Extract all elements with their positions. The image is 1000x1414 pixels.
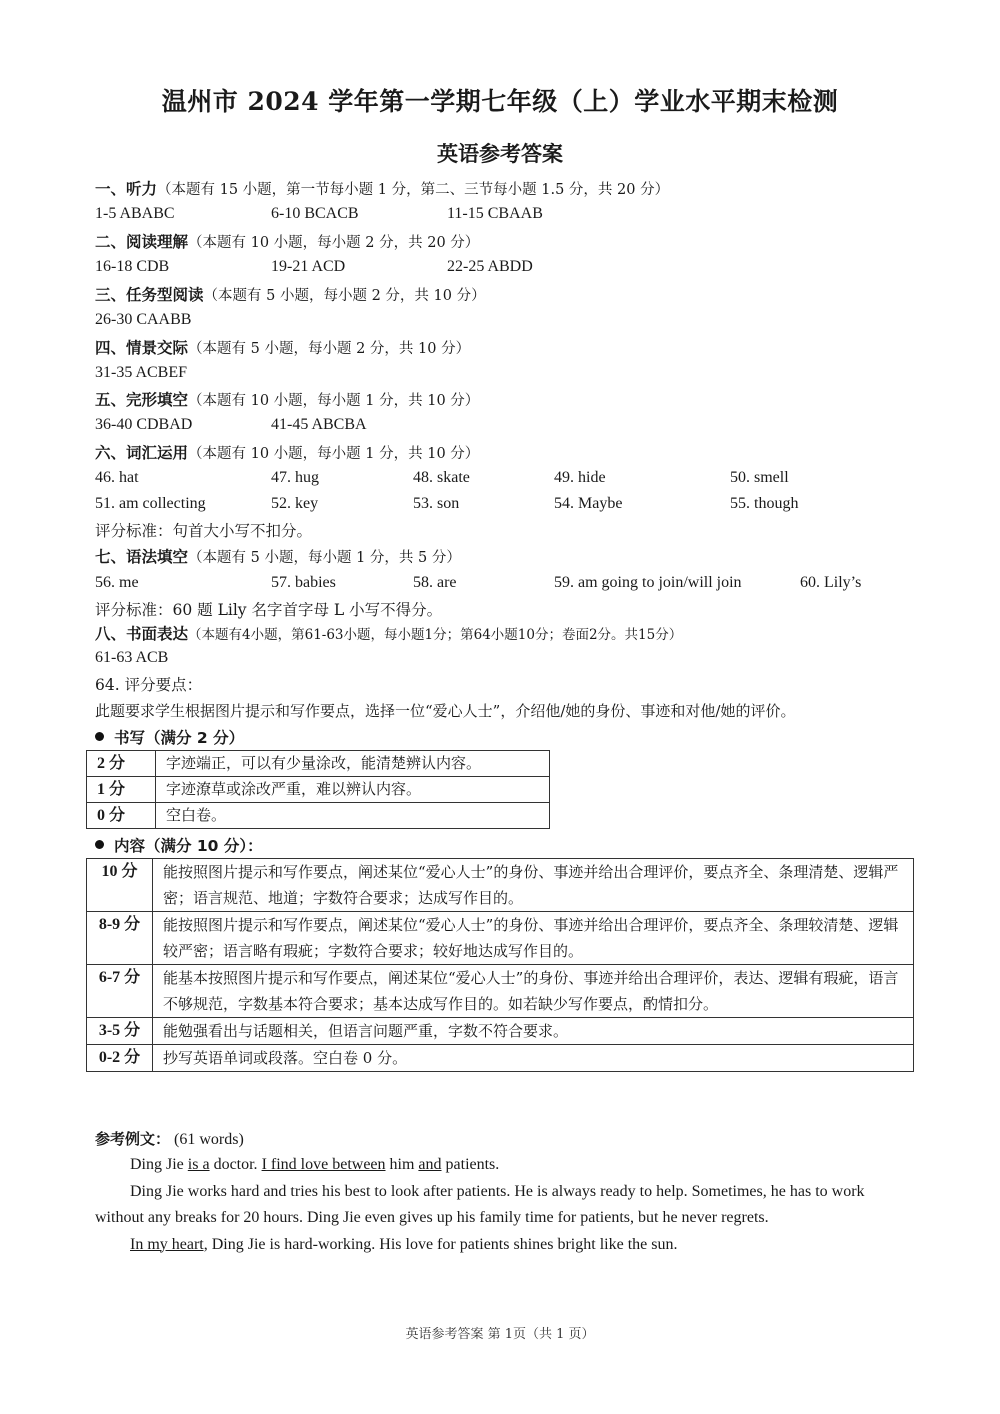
q64-label: 64. 评分要点：: [95, 676, 203, 694]
sample-essay-body: [95, 1152, 915, 1258]
section-note: （本题有 5 小题，每小题 2 分，共 10 分）: [188, 341, 471, 357]
table-row: [87, 859, 914, 912]
section-heading-writing: [95, 623, 682, 646]
answer-item: 58. are: [413, 574, 457, 591]
underlined-text: I find love between: [261, 1156, 386, 1173]
answer-group: 1-5 ABABC: [95, 205, 175, 222]
answer-group: 19-21 ACD: [271, 258, 346, 275]
score-cell: 2 分: [87, 751, 156, 777]
sample-essay-label: 参考例文：: [95, 1130, 171, 1148]
desc-cell: 空白卷。: [156, 803, 550, 829]
section-note: （本题有 5 小题，每小题 2 分，共 10 分）: [203, 288, 486, 304]
text-run: patients.: [441, 1156, 500, 1173]
page-subtitle: 英语参考答案: [437, 141, 563, 166]
text-run: Ding Jie is hard-working. His love for patients shines bright like the sun.: [207, 1235, 678, 1253]
score-cell: 8-9 分: [87, 912, 153, 965]
grading-criteria: 评分标准：60 题 Lily 名字首字母 L 小写不得分。: [95, 601, 443, 619]
essay-paragraph-3: [95, 1232, 915, 1259]
answer-item: 50. smell: [730, 469, 789, 486]
answer-item: 48. skate: [413, 469, 470, 486]
section-title: 八、书面表达: [95, 625, 189, 643]
section-title: 三、任务型阅读: [95, 286, 204, 304]
answer-item: 49. hide: [554, 469, 606, 486]
answer-item: 54. Maybe: [554, 495, 623, 512]
writing-rubric-table: [86, 750, 550, 829]
section-heading-task-reading: [95, 284, 486, 307]
essay-paragraph-2: Ding Jie works hard and tries his best to look after patients. He is always ready to help. Sometimes, he has to work without any breaks for 20 hours. Ding Jie even gives up his family time for patients, but he never regrets.: [95, 1182, 865, 1226]
rubric-title: 内容（满分 10 分）：: [114, 837, 263, 855]
section-heading-cloze: [95, 389, 479, 412]
table-row: [87, 803, 550, 829]
table-row: [87, 1045, 914, 1072]
section-heading-listening: [95, 178, 669, 201]
rubric-title: 书写（满分 2 分）: [114, 729, 245, 747]
answer-item: 56. me: [95, 574, 139, 591]
section-note: （本题有 10 小题，每小题 2 分，共 20 分）: [188, 235, 480, 251]
score-cell: 0-2 分: [87, 1045, 153, 1072]
answer-group: 11-15 CBAAB: [447, 205, 543, 222]
content-rubric-table: [86, 858, 914, 1072]
table-row: [87, 1018, 914, 1045]
section-title: 一、听力: [95, 180, 158, 198]
underlined-text: and: [418, 1156, 442, 1173]
score-cell: 3-5 分: [87, 1018, 153, 1045]
underlined-text: In my heart,: [130, 1235, 208, 1253]
section-note: （本题有 5 小题，每小题 1 分，共 5 分）: [188, 550, 461, 566]
word-count: (61 words): [174, 1131, 244, 1148]
answer-item: 52. key: [271, 495, 319, 512]
grading-criteria: 评分标准：句首大小写不扣分。: [95, 522, 313, 540]
section-note: （本题有 10 小题，每小题 1 分，共 10 分）: [188, 393, 480, 409]
section-heading-dialogue: [95, 337, 470, 360]
table-row: [87, 777, 550, 803]
section-heading-reading: [95, 231, 479, 254]
score-cell: 1 分: [87, 777, 156, 803]
bullet-icon: [95, 840, 104, 849]
answer-group: 31-35 ACBEF: [95, 364, 188, 381]
table-row: [87, 912, 914, 965]
table-row: [87, 751, 550, 777]
text-run: him: [385, 1156, 419, 1173]
score-cell: 0 分: [87, 803, 156, 829]
text-run: Ding Jie: [130, 1156, 188, 1173]
section-title: 二、阅读理解: [95, 233, 189, 251]
answer-group: 6-10 BCACB: [271, 205, 359, 222]
desc-cell: 抄写英语单词或段落。空白卷 0 分。: [153, 1045, 914, 1072]
table-row: [87, 965, 914, 1018]
answer-item: 46. hat: [95, 469, 139, 486]
underlined-text: is a: [187, 1156, 210, 1173]
answer-group: 41-45 ABCBA: [271, 416, 367, 433]
answer-item: 47. hug: [271, 469, 319, 486]
desc-cell: 能按照图片提示和写作要点，阐述某位“爱心人士”的身份、事迹并给出合理评价，要点齐全、条理较清楚、逻辑较严密；语言略有瑕疵；字数符合要求；较好地达成写作目的。: [153, 912, 914, 965]
bullet-icon: [95, 732, 104, 741]
answer-group: 22-25 ABDD: [447, 258, 533, 275]
desc-cell: 能基本按照图片提示和写作要点，阐述某位“爱心人士”的身份、事迹并给出合理评价，表达、逻辑有瑕疵，语言不够规范，字数基本符合要求；基本达成写作目的。如若缺少写作要点，酌情扣分。: [153, 965, 914, 1018]
score-cell: 10 分: [87, 859, 153, 912]
desc-cell: 字迹端正，可以有少量涂改，能清楚辨认内容。: [156, 751, 550, 777]
answer-item: 57. babies: [271, 574, 336, 591]
section-note: （本题有 10 小题，每小题 1 分，共 10 分）: [188, 446, 480, 462]
essay-paragraph-1: [95, 1152, 915, 1179]
sample-essay-header: [95, 1126, 244, 1154]
section-note: （本题有 15 小题，第一节每小题 1 分，第二、三节每小题 1.5 分，共 20 分）: [157, 182, 670, 198]
text-run: doctor.: [209, 1156, 262, 1173]
page-title: 温州市 2024 学年第一学期七年级（上）学业水平期末检测: [161, 87, 839, 116]
section-title: 四、情景交际: [95, 339, 189, 357]
section-note: （本题有4小题，第61-63小题，每小题1分；第64小题10分；卷面2分。共15分）: [188, 627, 683, 643]
content-rubric-heading: [95, 834, 263, 856]
writing-rubric-heading: [95, 726, 244, 748]
answer-item: 51. am collecting: [95, 495, 206, 512]
section-title: 七、语法填空: [95, 548, 189, 566]
score-cell: 6-7 分: [87, 965, 153, 1018]
answer-item: 59. am going to join/will join: [554, 574, 742, 591]
answer-group: 36-40 CDBAD: [95, 416, 193, 433]
answer-item: 60. Lily’s: [800, 574, 862, 591]
page-footer: 英语参考答案 第 1页（共 1 页）: [405, 1327, 595, 1342]
section-title: 六、词汇运用: [95, 444, 189, 462]
answer-group: 61-63 ACB: [95, 649, 169, 666]
desc-cell: 能勉强看出与话题相关，但语言问题严重，字数不符合要求。: [153, 1018, 914, 1045]
desc-cell: 字迹潦草或涂改严重，难以辨认内容。: [156, 777, 550, 803]
q64-description: 此题要求学生根据图片提示和写作要点，选择一位“爱心人士”，介绍他/她的身份、事迹和对他/她的评价。: [95, 702, 796, 720]
answer-group: 26-30 CAABB: [95, 311, 192, 328]
answer-item: 53. son: [413, 495, 460, 512]
section-heading-grammar: [95, 546, 461, 569]
answer-group: 16-18 CDB: [95, 258, 170, 275]
desc-cell: 能按照图片提示和写作要点，阐述某位“爱心人士”的身份、事迹并给出合理评价，要点齐全、条理清楚、逻辑严密；语言规范、地道；字数符合要求；达成写作目的。: [153, 859, 914, 912]
section-heading-vocabulary: [95, 442, 479, 465]
section-title: 五、完形填空: [95, 391, 189, 409]
answer-item: 55. though: [730, 495, 799, 512]
